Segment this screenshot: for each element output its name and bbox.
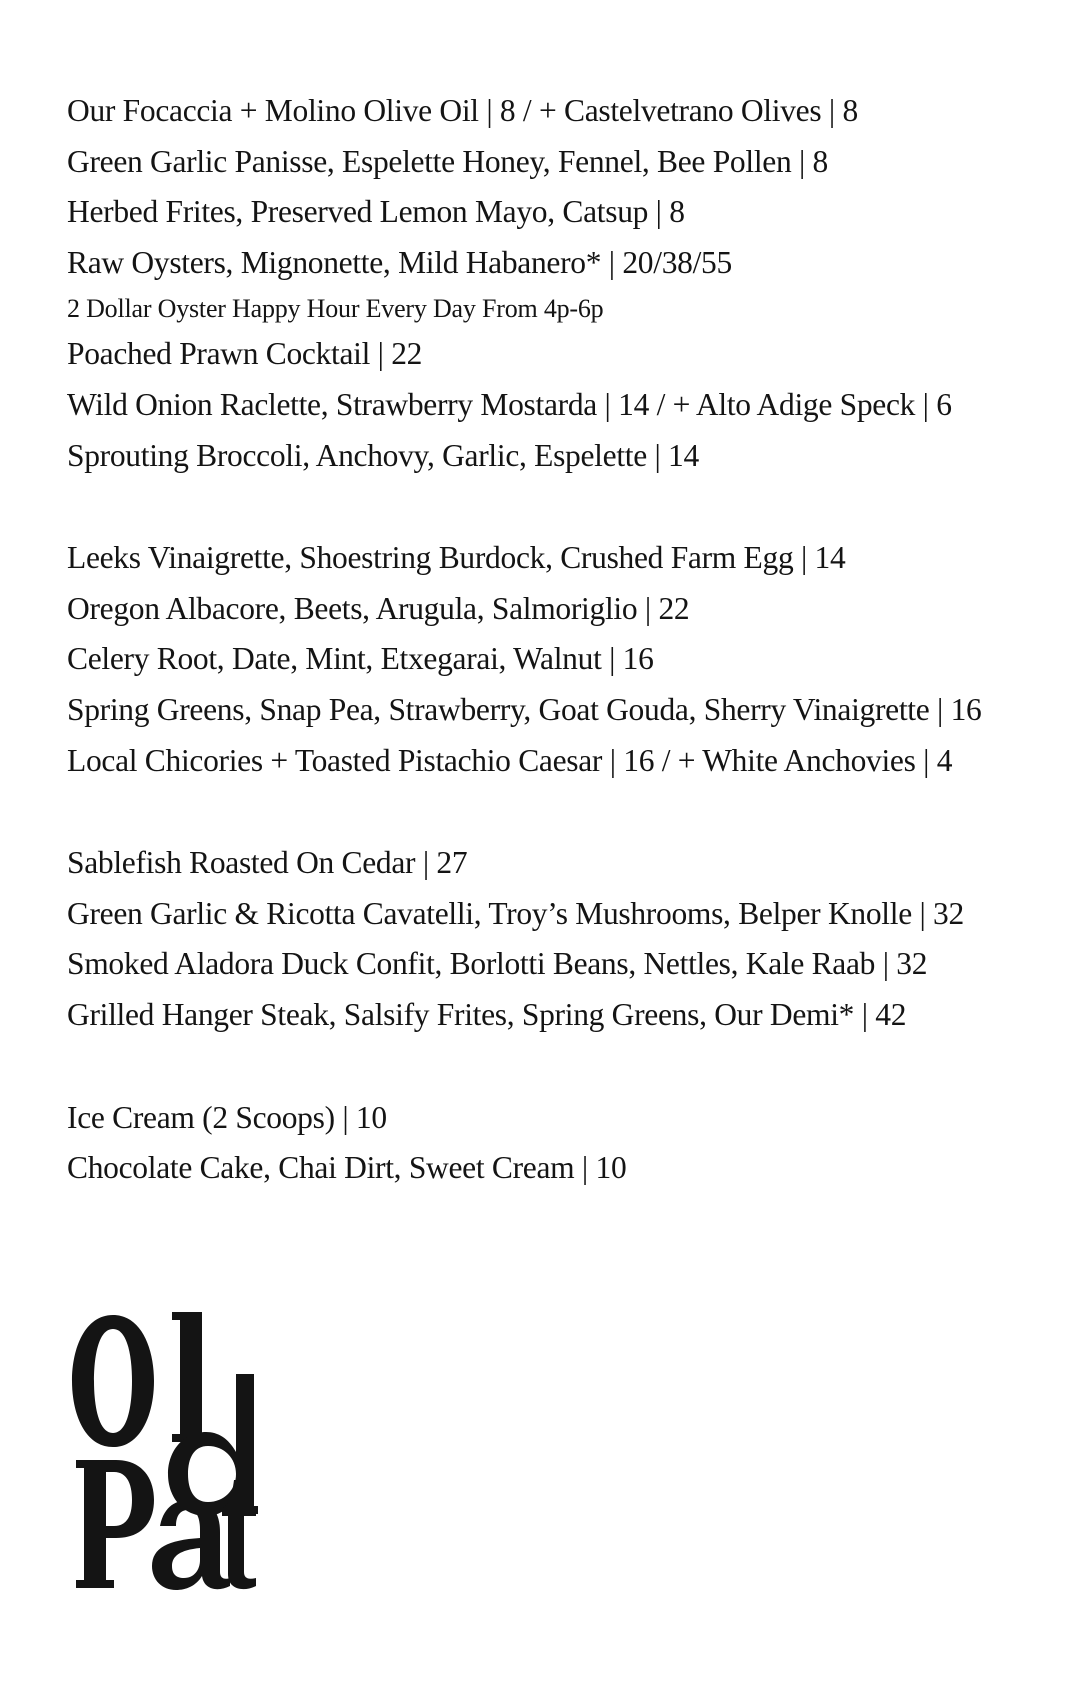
menu — [67, 86, 1067, 1194]
oyster-happy-hour-note: 2 Dollar Oyster Happy Hour Every Day From 4p-6p — [67, 294, 604, 324]
old-pal-logo — [68, 1310, 258, 1590]
menu-section-salads — [67, 533, 1067, 786]
section-divider — [67, 786, 1067, 838]
menu-item: Celery Root, Date, Mint, Etxegarai, Walnut | 16 — [67, 641, 654, 677]
menu-item: Spring Greens, Snap Pea, Strawberry, Goat Gouda, Sherry Vinaigrette | 16 — [67, 691, 982, 727]
menu-item: Poached Prawn Cocktail | 22 — [67, 336, 423, 372]
menu-item: Green Garlic Panisse, Espelette Honey, Fennel, Bee Pollen | 8 — [67, 143, 829, 179]
menu-item: Ice Cream (2 Scoops) | 10 — [67, 1099, 387, 1135]
menu-section-starters — [67, 86, 1067, 481]
old-pal-logo-mark — [68, 1310, 258, 1590]
menu-item: Local Chicories + Toasted Pistachio Caesar | 16 / + White Anchovies | 4 — [67, 742, 953, 778]
menu-item: Our Focaccia + Molino Olive Oil | 8 / + Castelvetrano Olives | 8 — [67, 93, 858, 128]
menu-item: Green Garlic & Ricotta Cavatelli, Troy’s Mushrooms, Belper Knolle | 32 — [67, 895, 964, 931]
menu-item: Grilled Hanger Steak, Salsify Frites, Spring Greens, Our Demi* | 42 — [67, 996, 907, 1032]
menu-item: Smoked Aladora Duck Confit, Borlotti Beans, Nettles, Kale Raab | 32 — [67, 946, 928, 982]
menu-item: Wild Onion Raclette, Strawberry Mostarda | 14 / + Alto Adige Speck | 6 — [67, 386, 952, 422]
menu-section-mains — [67, 838, 1067, 1040]
menu-item: Raw Oysters, Mignonette, Mild Habanero* | 20/38/55 — [67, 244, 732, 280]
menu-item: Herbed Frites, Preserved Lemon Mayo, Catsup | 8 — [67, 194, 685, 230]
menu-section-desserts — [67, 1093, 1067, 1194]
section-divider — [67, 481, 1067, 533]
menu-item: Chocolate Cake, Chai Dirt, Sweet Cream | 10 — [67, 1150, 627, 1186]
section-divider — [67, 1041, 1067, 1093]
menu-item: Sablefish Roasted On Cedar | 27 — [67, 845, 468, 881]
menu-item: Leeks Vinaigrette, Shoestring Burdock, Crushed Farm Egg | 14 — [67, 540, 846, 576]
menu-item: Oregon Albacore, Beets, Arugula, Salmoriglio | 22 — [67, 590, 690, 626]
menu-item: Sprouting Broccoli, Anchovy, Garlic, Espelette | 14 — [67, 437, 699, 473]
